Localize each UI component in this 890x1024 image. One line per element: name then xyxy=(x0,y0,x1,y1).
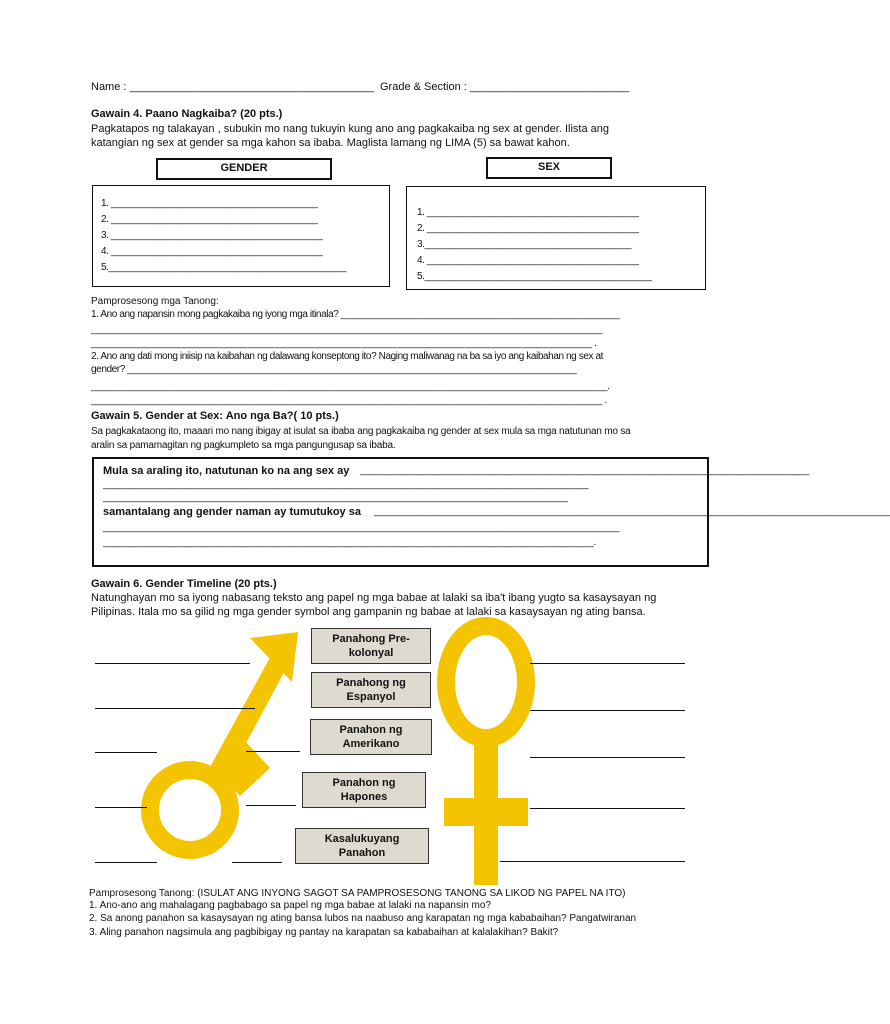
gawain4-q2-answer-line-2[interactable]: ___________________________________________________________________________________________________ . xyxy=(91,395,607,406)
era-label: Panahon xyxy=(338,847,386,859)
gawain6-instruction-line1: Natunghayan mo sa iyong nabasang teksto ang papel ng mga babae at lalaki sa iba't ibang yugto sa kasaysayan ng xyxy=(91,592,657,604)
gender-item-2[interactable]: 2. ________________________________________ xyxy=(101,214,318,225)
sex-label-box: SEX xyxy=(486,157,612,179)
male-answer-line-8[interactable] xyxy=(232,862,282,863)
era-label: Espanyol xyxy=(346,691,396,703)
sex-item-2[interactable]: 2. _________________________________________ xyxy=(417,223,639,234)
sex-sentence-prompt: Mula sa araling ito, natutunan ko na ang sex ay xyxy=(103,465,350,477)
gender-answer-box xyxy=(92,185,390,287)
female-answer-line-5[interactable] xyxy=(500,861,685,862)
gawain4-title: Gawain 4. Paano Nagkaiba? (20 pts.) xyxy=(91,108,283,120)
era-label: Amerikano xyxy=(342,738,400,750)
sex-item-1[interactable]: 1. _________________________________________ xyxy=(417,207,639,218)
gawain6-processing-title: Pamprosesong Tanong: (ISULAT ANG INYONG SAGOT SA PAMPROSESONG TANONG SA LIKOD NG PAPEL NA ITO) xyxy=(89,888,626,899)
sex-item-4[interactable]: 4. _________________________________________ xyxy=(417,255,639,266)
sex-sentence-line-3[interactable]: __________________________________________________________________________________________ xyxy=(103,492,568,503)
male-answer-line-3[interactable] xyxy=(95,752,157,753)
gender-sentence-line-1[interactable]: ____________________________________________________________________________________________________ xyxy=(374,506,890,517)
era-label: Panahon ng xyxy=(339,724,403,736)
era-label: kolonyal xyxy=(348,647,394,659)
gawain6-question-3: 3. Aling panahon nagsimula ang pagbibigay ng pantay na karapatan sa kababaihan at kalalakihan? Bakit? xyxy=(89,927,559,938)
era-label: Panahon ng xyxy=(332,777,396,789)
era-label: Panahong Pre- xyxy=(332,633,410,645)
female-symbol-icon xyxy=(436,615,546,890)
male-answer-line-7[interactable] xyxy=(95,862,157,863)
gender-sentence-prompt: samantalang ang gender naman ay tumutukoy sa xyxy=(103,506,361,518)
sex-item-5[interactable]: 5.____________________________________________ xyxy=(417,271,652,282)
gender-item-3[interactable]: 3. _________________________________________ xyxy=(101,230,323,241)
gender-sentence-line-2[interactable]: ____________________________________________________________________________________________________ xyxy=(103,522,620,533)
sex-sentence-line-2[interactable]: ______________________________________________________________________________________________ xyxy=(103,479,589,490)
sex-sentence-line-1[interactable]: _______________________________________________________________________________________ xyxy=(360,465,810,476)
era-amerikano xyxy=(310,719,432,755)
name-field[interactable]: Name : ________________________________________ xyxy=(91,81,375,93)
gawain4-question-2: 2. Ano ang dati mong iniisip na kaibahan ng dalawang konseptong ito? Naging maliwanag na ba sa iyo ang kaibahan ng sex at xyxy=(91,351,604,362)
male-answer-line-2[interactable] xyxy=(95,708,255,709)
gawain4-question-2-cont[interactable]: gender? _______________________________________________________________________________________ xyxy=(91,364,577,375)
female-answer-line-4[interactable] xyxy=(530,808,685,809)
gawain5-title: Gawain 5. Gender at Sex: Ano nga Ba?( 10 pts.) xyxy=(91,410,339,422)
grade-section-field[interactable]: Grade & Section : __________________________ xyxy=(380,81,629,93)
female-answer-line-1[interactable] xyxy=(530,663,685,664)
gender-item-5[interactable]: 5.______________________________________________ xyxy=(101,262,346,273)
era-espanyol xyxy=(311,672,431,708)
gender-sentence-line-3[interactable]: _______________________________________________________________________________________________. xyxy=(103,537,596,548)
male-answer-line-4[interactable] xyxy=(246,751,300,752)
male-symbol-icon xyxy=(150,620,310,890)
female-answer-line-2[interactable] xyxy=(530,710,685,711)
era-kasalukuyan xyxy=(295,828,429,864)
gawain5-instruction-line2: aralin sa pamamagitan ng pagkumpleto sa mga pangungusap sa ibaba. xyxy=(91,440,396,451)
era-label: Panahong ng xyxy=(336,677,406,689)
gawain4-question-1: 1. Ano ang napansin mong pagkakaiba ng iyong mga itinala? ______________________________________________________ xyxy=(91,309,620,320)
male-answer-line-5[interactable] xyxy=(95,807,147,808)
sex-item-3[interactable]: 3.________________________________________ xyxy=(417,239,632,250)
era-label: Hapones xyxy=(340,791,388,803)
era-hapones xyxy=(302,772,426,808)
male-answer-line-6[interactable] xyxy=(246,805,296,806)
gawain5-answer-box xyxy=(92,457,890,567)
gawain4-instruction-line1: Pagkatapos ng talakayan , subukin mo nang tukuyin kung ano ang pagkakaiba ng sex at gender. Ilista ang xyxy=(91,123,609,135)
sex-answer-box xyxy=(406,186,706,290)
gender-item-1[interactable]: 1. ________________________________________ xyxy=(101,198,318,209)
gawain4-q1-answer-line-2[interactable]: _________________________________________________________________________________________________ . xyxy=(91,338,597,349)
gawain6-question-2: 2. Sa anong panahon sa kasaysayan ng ating bansa lubos na naabuso ang karapatan ng mga kababaihan? Pangatwiranan xyxy=(89,913,637,924)
gawain4-instruction-line2: katangian ng sex at gender sa mga kahon sa ibaba. Maglista lamang ng LIMA (5) sa bawat kahon. xyxy=(91,137,570,149)
era-label: Kasalukuyang xyxy=(324,833,400,845)
gawain5-instruction-line1: Sa pagkakataong ito, maaari mo nang ibigay at isulat sa ibaba ang pagkakaiba ng gender at sex mula sa mga natutunan mo sa xyxy=(91,426,631,437)
gawain4-q2-answer-line-1[interactable]: ____________________________________________________________________________________________________. xyxy=(91,381,610,392)
gawain6-question-1: 1. Ano-ano ang mahalagang pagbabago sa papel ng mga babae at lalaki na napansin mo? xyxy=(89,900,491,911)
gender-item-4[interactable]: 4. _________________________________________ xyxy=(101,246,323,257)
gawain6-instruction-line2: Pilipinas. Itala mo sa gilid ng mga gender symbol ang gampanin ng babae at lalaki sa kasaysayan ng ating bansa. xyxy=(91,606,646,618)
gawain4-q1-answer-line-1[interactable]: ___________________________________________________________________________________________________ xyxy=(91,324,602,335)
gawain4-processing-title: Pamprosesong mga Tanong: xyxy=(91,296,219,307)
era-pre-kolonyal xyxy=(311,628,431,664)
gender-label-box: GENDER xyxy=(156,158,332,180)
female-answer-line-3[interactable] xyxy=(530,757,685,758)
male-answer-line-1[interactable] xyxy=(95,663,250,664)
gawain6-title: Gawain 6. Gender Timeline (20 pts.) xyxy=(91,578,277,590)
